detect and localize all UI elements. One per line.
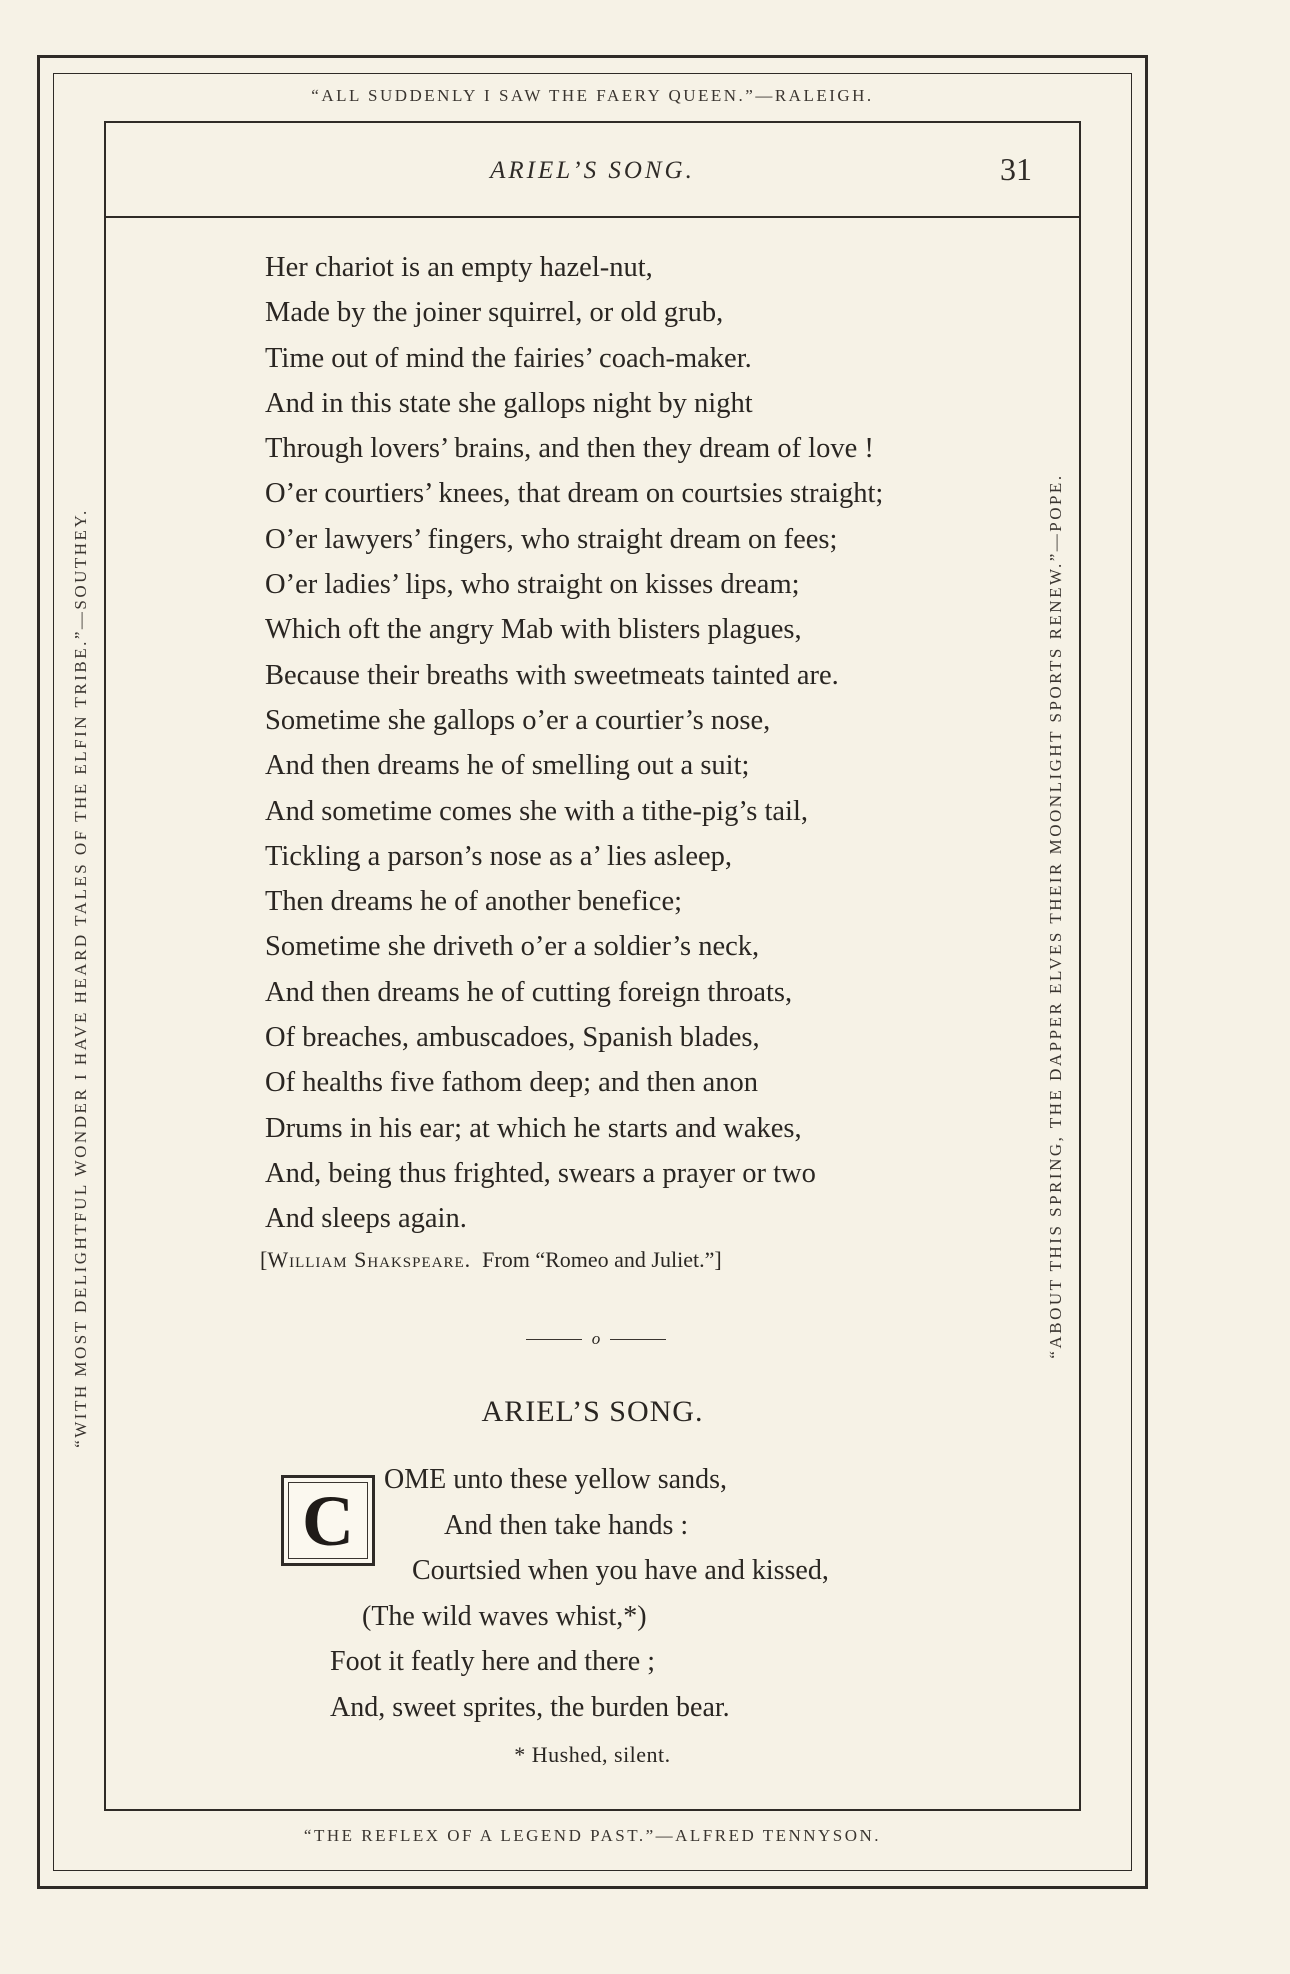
poem-line: Sometime she gallops o’er a courtier’s nose, <box>265 704 771 736</box>
header-rule <box>104 216 1081 218</box>
attribution-author: William Shakspeare. <box>267 1247 472 1272</box>
drop-cap-initial <box>281 1475 375 1566</box>
poem-line: Drums in his ear; at which he starts and wakes, <box>265 1112 802 1144</box>
poem-line: Which oft the angry Mab with blisters plagues, <box>265 614 802 646</box>
poem-line: And sleeps again. <box>265 1203 467 1235</box>
poem-line: Of breaches, ambuscadoes, Spanish blades, <box>265 1022 760 1054</box>
song-line: And then take hands : <box>444 1510 689 1541</box>
poem-line: And, being thus frighted, swears a prayer or two <box>265 1157 816 1189</box>
drop-cap-letter: C <box>302 1481 354 1561</box>
motto-bottom: “THE REFLEX OF A LEGEND PAST.”—ALFRED TENNYSON. <box>303 1826 882 1845</box>
poem-line: Made by the joiner squirrel, or old grub, <box>265 297 724 329</box>
song-title: ARIEL’S SONG. <box>481 1395 704 1428</box>
poem-line: Through lovers’ brains, and then they dream of love ! <box>265 433 874 465</box>
footnote: * Hushed, silent. <box>514 1742 671 1767</box>
running-title: ARIEL’S SONG. <box>490 157 695 184</box>
motto-left: “WITH MOST DELIGHTFUL WONDER I HAVE HEARD TALES OF THE ELFIN TRIBE.”—SOUTHEY. <box>71 508 90 1448</box>
attribution-bracket: [ <box>260 1247 268 1272</box>
poem-line: Time out of mind the fairies’ coach-maker. <box>265 342 752 374</box>
poem-line: Her chariot is an empty hazel-nut, <box>265 252 653 283</box>
song-line: (The wild waves whist,*) <box>362 1601 647 1632</box>
poem-line: Of healths five fathom deep; and then anon <box>265 1067 759 1099</box>
section-divider: o <box>526 1329 666 1349</box>
motto-top: “ALL SUDDENLY I SAW THE FAERY QUEEN.”—RALEIGH. <box>311 86 874 105</box>
attribution-source: From “Romeo and Juliet.”] <box>482 1247 722 1272</box>
poem-line: O’er ladies’ lips, who straight on kisses dream; <box>265 569 800 601</box>
page-number: 31 <box>1000 151 1032 187</box>
song-line: OME unto these yellow sands, <box>384 1464 727 1495</box>
poem-line: Tickling a parson’s nose as a’ lies asleep, <box>265 840 732 872</box>
poem-line: O’er lawyers’ fingers, who straight dream on fees; <box>265 523 838 555</box>
poem-line: And then dreams he of smelling out a suit; <box>265 750 750 782</box>
motto-right: “ABOUT THIS SPRING, THE DAPPER ELVES THEIR MOONLIGHT SPORTS RENEW.”—POPE. <box>1046 473 1065 1359</box>
attribution <box>260 1247 722 1273</box>
song-line: Foot it featly here and there ; <box>330 1646 655 1677</box>
poem-line: And then dreams he of cutting foreign throats, <box>265 976 793 1008</box>
poem-text <box>265 245 883 1242</box>
poem-line: And in this state she gallops night by night <box>265 387 753 419</box>
poem-line: Then dreams he of another benefice; <box>265 886 683 918</box>
poem-line: Sometime she driveth o’er a soldier’s neck, <box>265 931 760 963</box>
song-line: And, sweet sprites, the burden bear. <box>330 1692 730 1723</box>
poem-line: And sometime comes she with a tithe-pig’s tail, <box>265 795 808 827</box>
song-line: Courtsied when you have and kissed, <box>412 1555 829 1586</box>
poem-line: Because their breaths with sweetmeats tainted are. <box>265 659 839 691</box>
poem-line: O’er courtiers’ knees, that dream on courtsies straight; <box>265 478 884 510</box>
